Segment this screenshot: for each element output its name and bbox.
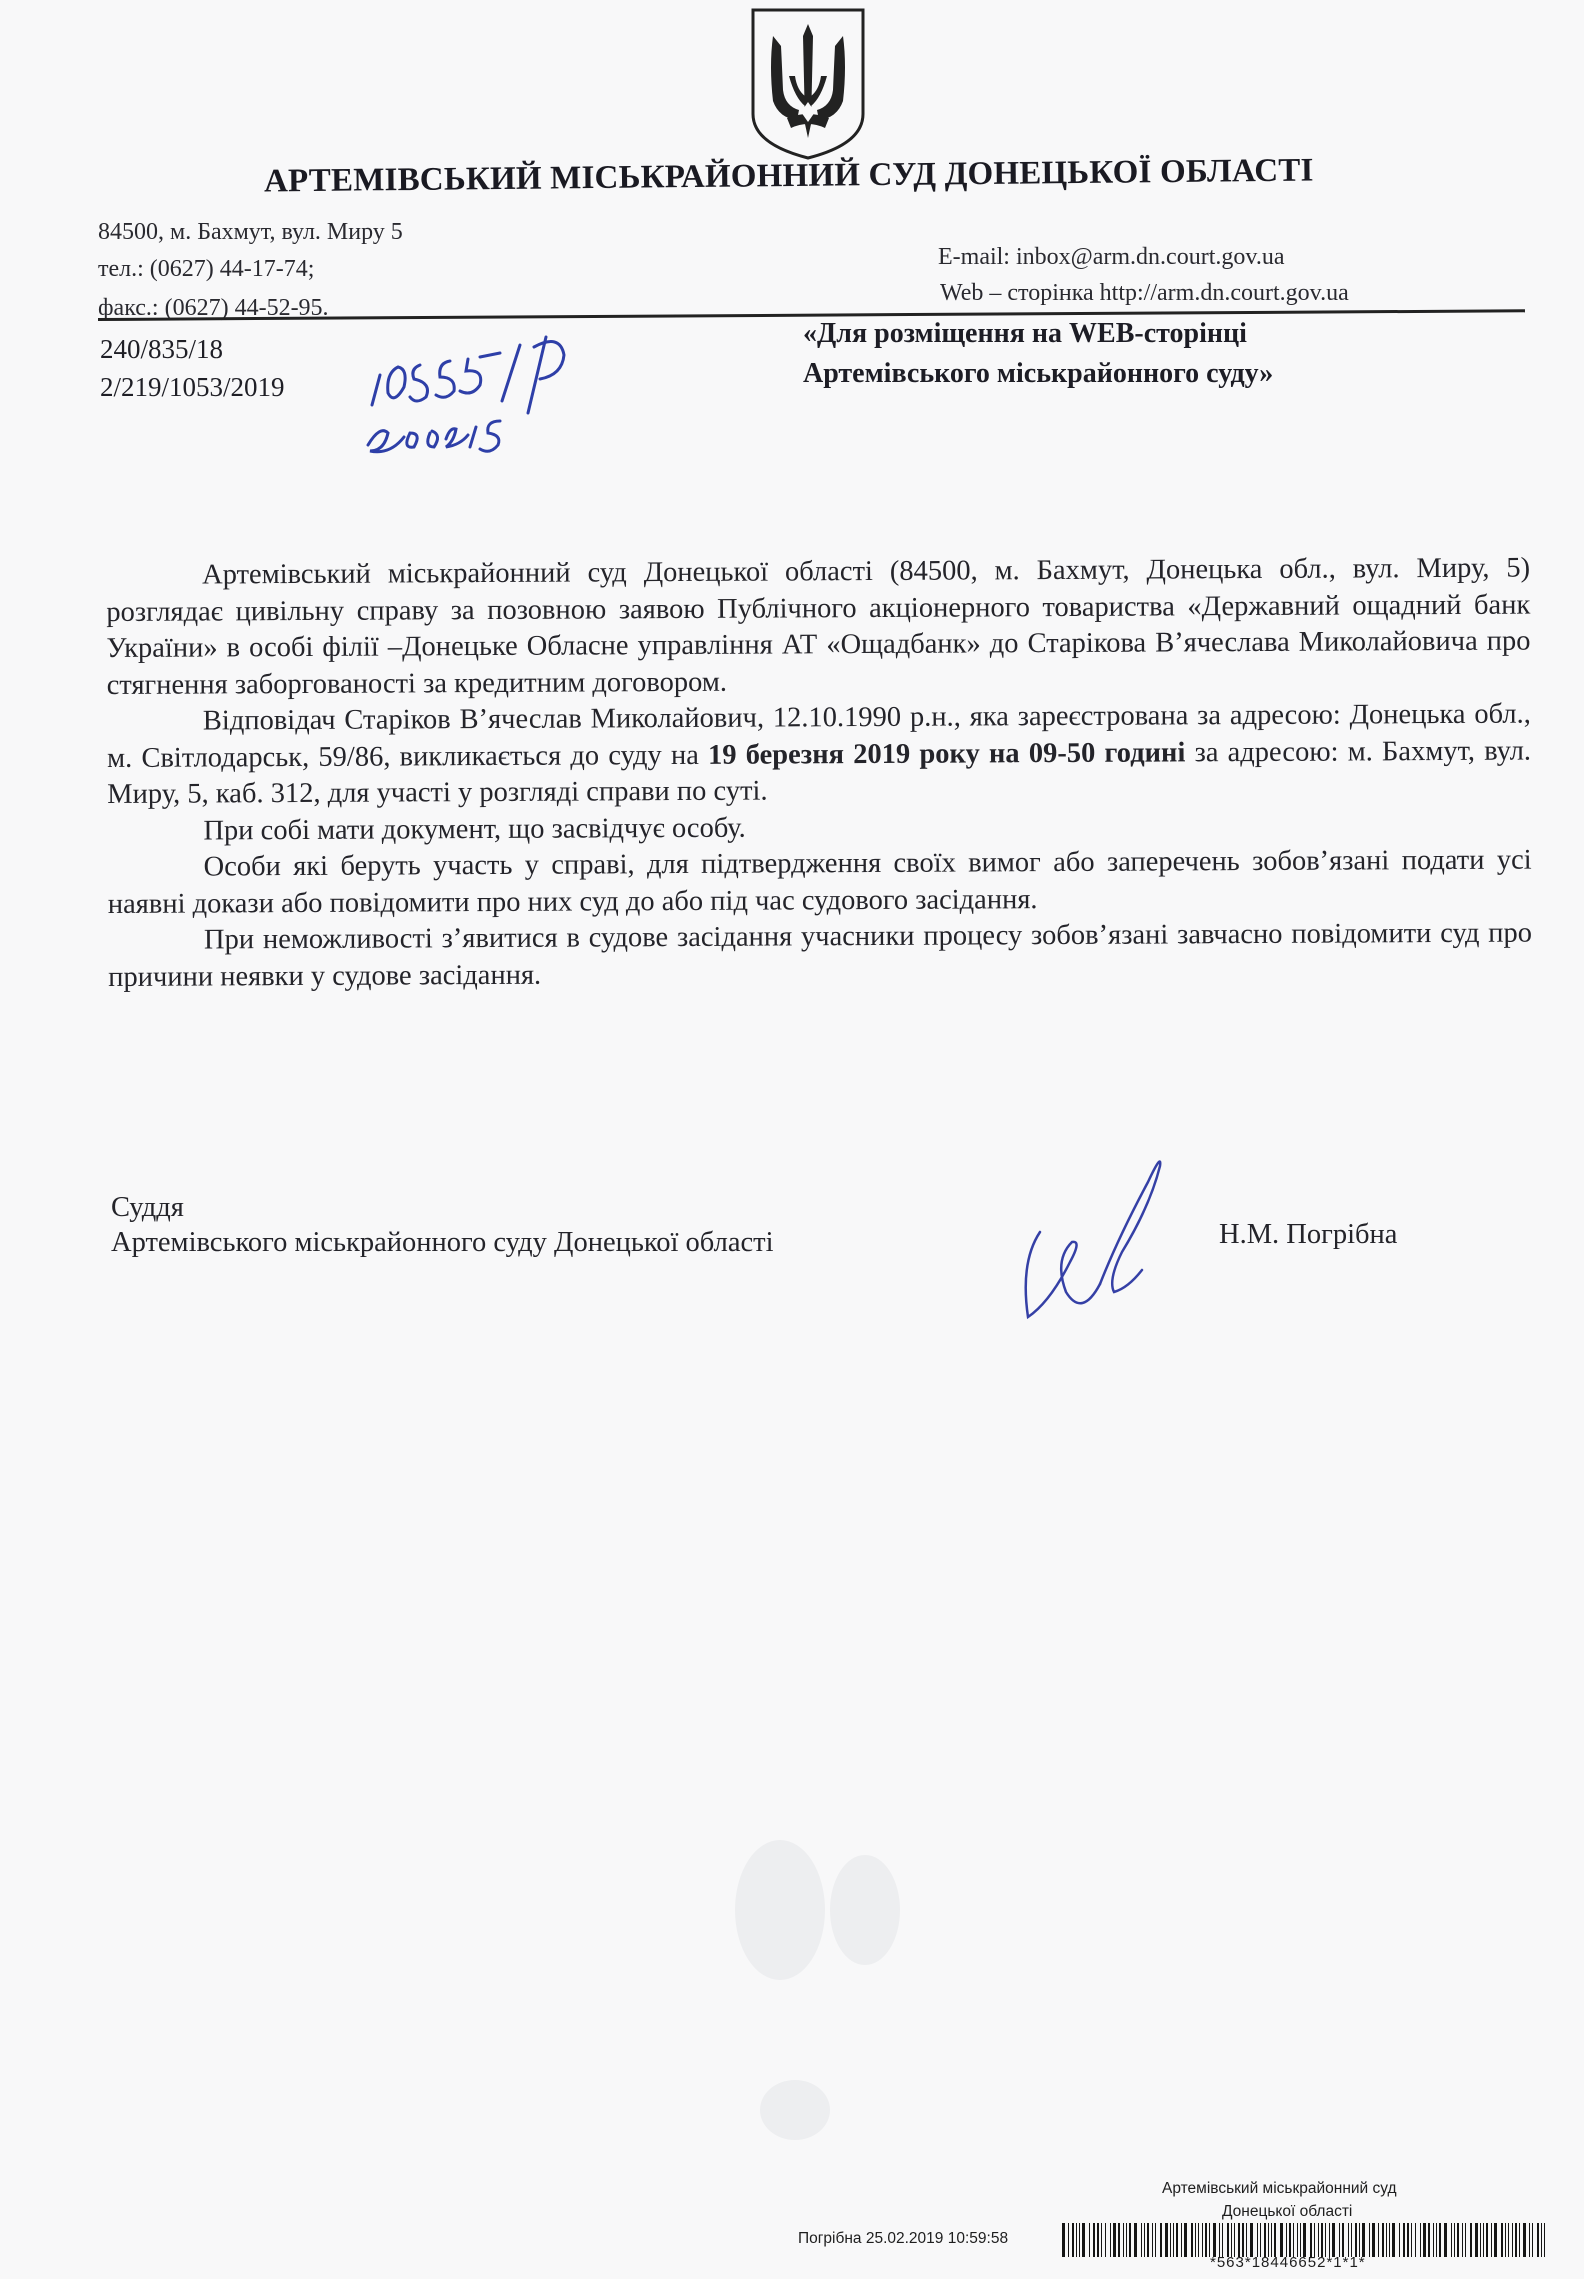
barcode-bar [1170,2223,1171,2257]
proceeding-number: 2/219/1053/2019 [100,372,285,402]
barcode-bar [1123,2223,1124,2257]
web-note-line-1: «Для розміщення на WEB-сторінці [803,318,1247,349]
court-website: Web – сторінка http://arm.dn.court.gov.ua [940,280,1349,306]
barcode-bar [1110,2223,1111,2257]
barcode-bar [1465,2223,1466,2257]
barcode-bar [1415,2223,1416,2257]
barcode-bar [1389,2223,1390,2257]
barcode-bar [1300,2223,1301,2257]
barcode-bar [1089,2223,1090,2257]
body-paragraph: При собі мати документ, що засвідчує особу. [203,812,746,846]
barcode-bar [1257,2223,1258,2257]
barcode-bar [1126,2223,1127,2257]
barcode-bar [1329,2223,1330,2257]
body-paragraph: Артемівський міськрайонний суд Донецької області (84500, м. Бахмут, Донецька обл., вул. Миру, 5) розглядає цивільну справу за позовною заявою Публічного акціонерного товариства «Державний ощадний банк України» в особі філії –Донецьке Обласне управління АТ «Ощадбанк» до Старікова В’ячеслава Миколайовича про стягнення заборгованості за кредитним договором. [106,552,1531,701]
barcode-bar [1289,2223,1291,2257]
barcode-bar [1544,2223,1545,2257]
barcode-bar [1372,2223,1375,2257]
barcode-bar [1260,2223,1261,2257]
barcode-bar [1165,2223,1168,2257]
barcode-bar [1339,2223,1340,2257]
barcode-bar [1423,2223,1426,2257]
barcode-bar [1403,2223,1405,2257]
barcode-bar [1181,2223,1182,2257]
hearing-date: 19 березня 2019 року на 09-50 годині [707,736,1186,771]
barcode-bar [1134,2223,1137,2257]
court-email: E-mail: inbox@arm.dn.court.gov.ua [938,244,1285,270]
barcode-bar [1068,2223,1069,2257]
barcode-bar [1141,2223,1142,2257]
paper-smudge [760,2080,830,2140]
barcode-bar [1480,2223,1481,2257]
barcode-bar [1205,2223,1207,2257]
barcode-bar [1129,2223,1131,2257]
barcode-number: *563*18446652*1*1* [1210,2254,1366,2271]
case-number: 240/835/18 [100,334,224,364]
barcode-bar [1303,2223,1306,2257]
barcode-bar [1222,2223,1223,2257]
barcode-bar [1246,2223,1247,2257]
barcode-bar [1264,2223,1266,2257]
barcode-bar [1318,2223,1319,2257]
barcode-bar [1082,2223,1085,2257]
barcode-bar [1268,2223,1269,2257]
summons-body [106,551,1532,996]
barcode-bar [1541,2223,1542,2257]
barcode-bar [1227,2223,1229,2257]
barcode-bar [1274,2223,1276,2257]
barcode-bar [1378,2223,1379,2257]
web-publication-note [803,314,1273,394]
barcode-bar [1483,2223,1484,2257]
barcode-bar [1118,2223,1120,2257]
barcode-bar [1486,2223,1488,2257]
barcode-bar [1342,2223,1344,2257]
barcode-bar [1537,2223,1539,2257]
barcode-bar [1238,2223,1240,2257]
barcode-bar [1505,2223,1506,2257]
barcode-bar [1512,2223,1513,2257]
judge-name: Н.М. Погрібна [1219,1219,1398,1250]
barcode-bar [1428,2223,1430,2257]
barcode-bar [1152,2223,1153,2257]
barcode-bar [1454,2223,1455,2257]
barcode-bar [1501,2223,1503,2257]
barcode-bar [1475,2223,1478,2257]
body-paragraph: При неможливості з’явитися в судове засідання учасники процесу зобов’язані завчасно повідомити суд про причини неявки у судове засідання. [108,917,1533,993]
barcode-bar [1462,2223,1463,2257]
barcode-bar [1097,2223,1099,2257]
barcode-bar [1348,2223,1349,2257]
barcode-bar [1519,2223,1520,2257]
barcode-bar [1439,2223,1441,2257]
barcode-bar [1369,2223,1370,2257]
body-text-span: за адресою: м. Бахмут, вул. Миру, 5, каб. 312, для участі у розгляді справи по суті. [107,735,1532,810]
barcode-bar [1101,2223,1102,2257]
barcode-bar [1231,2223,1232,2257]
paper-smudge [830,1855,900,1965]
barcode-bar [1297,2223,1298,2257]
barcode-bar [1250,2223,1253,2257]
judge-role: Суддя [111,1192,184,1223]
court-fax: факс.: (0627) 44-52-95. [98,295,329,321]
barcode-bar [1392,2223,1395,2257]
barcode-bar [1219,2223,1220,2257]
barcode-bar [1411,2223,1412,2257]
barcode-bar [1457,2223,1459,2257]
barcode-bar [1195,2223,1196,2257]
barcode-bar [1386,2223,1387,2257]
barcode-bar [1160,2223,1162,2257]
court-address: 84500, м. Бахмут, вул. Миру 5 [98,219,403,245]
barcode-bar [1351,2223,1352,2257]
barcode-bar [1355,2223,1357,2257]
barcode-bar [1325,2223,1326,2257]
barcode-bar [1184,2223,1187,2257]
barcode-bar [1093,2223,1095,2257]
barcode-bar [1147,2223,1149,2257]
barcode-bar [1494,2223,1497,2257]
paper-smudge [735,1840,825,1980]
barcode-bar [1173,2223,1174,2257]
body-paragraph [107,697,1532,814]
registry-timestamp: Погрібна 25.02.2019 10:59:58 [798,2230,1009,2247]
court-title: АРТЕМІВСЬКИЙ МІСЬКРАЙОННИЙ СУД ДОНЕЦЬКОЇ ОБЛАСТІ [264,152,1314,200]
barcode-bar [1176,2223,1178,2257]
body-text-span: Відповідач Старіков В’ячеслав Миколайович, 12.10.1990 р.н., яка зареєстрована за адресою: Донецька обл., м. Світлодарськ, 59/86, викликається до суду на [106,698,1531,774]
registry-stamp-region: Донецької області [1222,2203,1353,2220]
barcode-bar [1332,2223,1335,2257]
barcode-bar [1314,2223,1315,2257]
barcode-bar [1444,2223,1447,2257]
barcode-bar [1529,2223,1530,2257]
barcode-bar [1293,2223,1294,2257]
barcode-bar [1191,2223,1193,2257]
barcode-bar [1286,2223,1287,2257]
registry-barcode [1062,2223,1547,2257]
barcode-bar [1105,2223,1106,2257]
barcode-bar [1310,2223,1312,2257]
barcode-bar [1407,2223,1409,2257]
barcode-bar [1155,2223,1156,2257]
barcode-bar [1113,2223,1116,2257]
barcode-bar [1198,2223,1199,2257]
barcode-bar [1062,2223,1065,2257]
handwritten-registration-note [350,305,620,475]
barcode-bar [1436,2223,1437,2257]
barcode-bar [1491,2223,1492,2257]
barcode-bar [1321,2223,1323,2257]
barcode-bar [1079,2223,1080,2257]
barcode-bar [1382,2223,1384,2257]
barcode-bar [1076,2223,1077,2257]
barcode-bar [1209,2223,1210,2257]
barcode-bar [1532,2223,1533,2257]
judge-signature [1010,1142,1210,1342]
court-phone: тел.: (0627) 44-17-74; [98,256,315,282]
barcode-bar [1234,2223,1235,2257]
judge-court: Артемівського міськрайонного суду Донецької області [111,1227,774,1258]
barcode-bar [1359,2223,1360,2257]
barcode-bar [1523,2223,1526,2257]
barcode-bar [1433,2223,1434,2257]
barcode-bar [1242,2223,1244,2257]
barcode-bar [1451,2223,1452,2257]
barcode-bar [1280,2223,1283,2257]
barcode-bar [1470,2223,1472,2257]
barcode-bar [1420,2223,1421,2257]
barcode-bar [1202,2223,1203,2257]
barcode-bar [1271,2223,1272,2257]
barcode-bar [1399,2223,1400,2257]
web-note-line-2: Артемівського міськрайонного суду» [803,358,1274,389]
registry-stamp-court: Артемівський міськрайонний суд [1162,2180,1397,2197]
barcode-bar [1508,2223,1509,2257]
barcode-bar [1213,2223,1216,2257]
barcode-bar [1144,2223,1145,2257]
barcode-bar [1362,2223,1365,2257]
tryzub-coat-of-arms-icon [749,6,867,162]
body-paragraph: Особи які беруть участь у справі, для підтвердження своїх вимог або заперечень зобов’язані подати усі наявні докази або повідомити про них суд до або під час судового засідання. [107,844,1532,920]
barcode-bar [1515,2223,1517,2257]
barcode-bar [1072,2223,1074,2257]
